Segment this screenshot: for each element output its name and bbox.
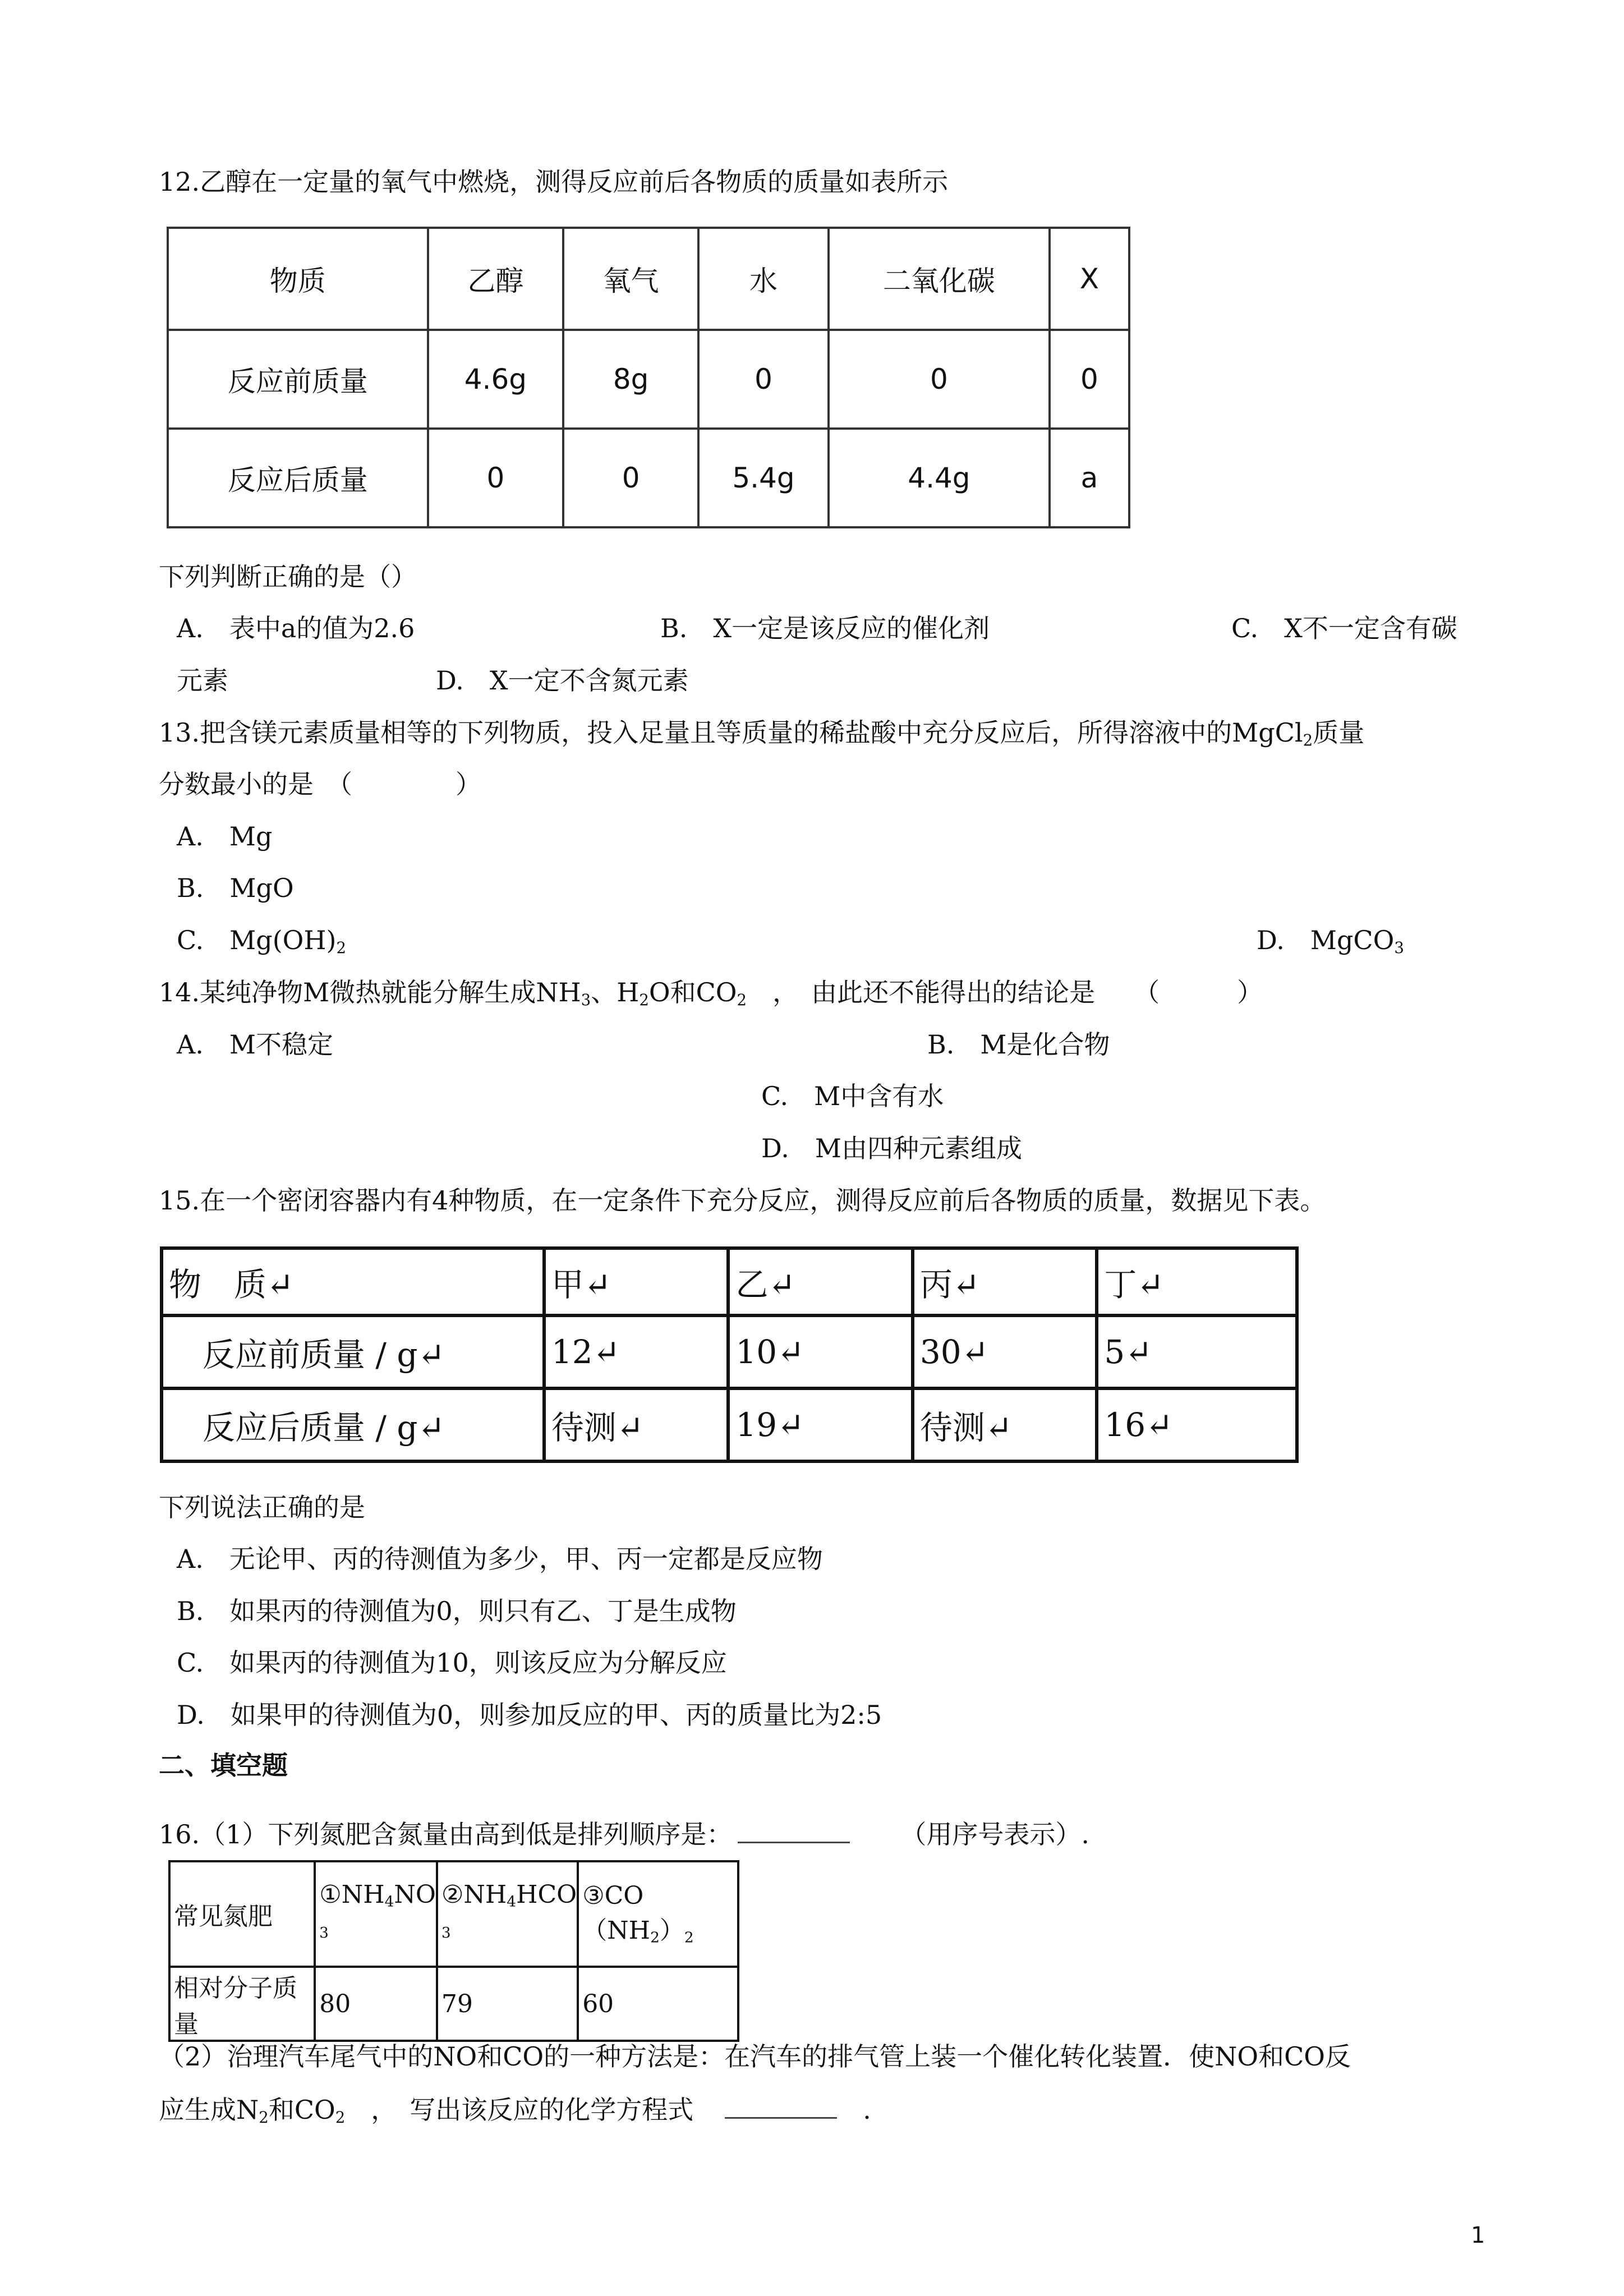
subscript: 2 xyxy=(639,990,649,1009)
q15-table xyxy=(160,1246,1299,1463)
q13-option-d-text: D. MgCO xyxy=(1257,925,1395,955)
q12-stem: 12.乙醇在一定量的氧气中燃烧，测得反应前后各物质的质量如表所示 xyxy=(159,167,949,197)
q16-cell xyxy=(437,1861,578,1967)
q14-option-b: B. M是化合物 xyxy=(927,1029,1110,1060)
q12-cell: 4.4g xyxy=(829,429,1050,527)
subscript: 2 xyxy=(335,2108,346,2127)
q16-text: 和CO xyxy=(268,2095,335,2125)
section-heading: 二、填空题 xyxy=(159,1750,288,1780)
answer-blank[interactable] xyxy=(725,2095,837,2119)
subscript: 2 xyxy=(1303,730,1313,749)
q16-cell-text: ） xyxy=(659,1916,684,1945)
q16-stem-text: （用序号表示）. xyxy=(900,1819,1090,1849)
q15-option-a: A. 无论甲、丙的待测值为多少，甲、丙一定都是反应物 xyxy=(177,1544,823,1574)
q15-cell: 12↵ xyxy=(544,1315,729,1388)
q12-cell: 5.4g xyxy=(698,429,829,527)
q14-stem-text: 、H xyxy=(591,977,640,1007)
subscript: 2 xyxy=(737,990,747,1009)
q14-option-a: A. M不稳定 xyxy=(177,1029,333,1060)
q16-part2-line1: （2）治理汽车尾气中的NO和CO的一种方法是：在汽车的排气管上装一个催化转化装置．使NO和CO反 xyxy=(159,2041,1351,2072)
subscript: 2 xyxy=(259,2108,269,2127)
q12-cell: 反应前质量 xyxy=(168,330,428,429)
q15-cell: 19↵ xyxy=(728,1388,913,1461)
q16-cell: 相对分子质量 xyxy=(169,1967,315,2041)
q13-option-c-text: C. Mg(OH) xyxy=(177,925,337,955)
q12-table xyxy=(167,227,1130,528)
q14-stem-text: ， 由此还不能得出的结论是 （ ） xyxy=(747,977,1263,1007)
q15-stem: 15.在一个密闭容器内有4种物质，在一定条件下充分反应，测得反应前后各物质的质量，数据见下表。 xyxy=(159,1185,1326,1216)
subscript: 2 xyxy=(336,938,347,957)
q16-cell xyxy=(315,1861,437,1967)
q15-option-c: C. 如果丙的待测值为10，则该反应为分解反应 xyxy=(177,1648,727,1678)
q12-cell: 0 xyxy=(1050,330,1129,429)
q16-cell: 79 xyxy=(437,1967,578,2041)
q15-cell: 30↵ xyxy=(913,1315,1097,1388)
q15-header-cell: 乙↵ xyxy=(728,1248,913,1315)
q12-cell: 0 xyxy=(698,330,829,429)
q16-cell-text: NO xyxy=(394,1880,436,1909)
q13-stem-line1 xyxy=(159,716,1364,757)
subscript: 4 xyxy=(507,1893,517,1911)
subscript: 4 xyxy=(384,1893,394,1911)
q16-cell-text: ②NH xyxy=(441,1880,507,1909)
q12-cell: 4.6g xyxy=(428,330,564,429)
q12-header-cell: 物质 xyxy=(168,228,428,330)
q12-option-a: A. 表中a的值为2.6 xyxy=(177,613,415,643)
page-number: 1 xyxy=(1471,2223,1485,2248)
q13-stem-line2: 分数最小的是 （ ） xyxy=(159,769,481,799)
q16-cell-text: ①NH xyxy=(319,1880,385,1909)
q16-table xyxy=(168,1860,739,2042)
q12-cell: 0 xyxy=(829,330,1050,429)
q15-option-d: D. 如果甲的待测值为0，则参加反应的甲、丙的质量比为2:5 xyxy=(177,1700,882,1730)
q12-cell: 0 xyxy=(563,429,698,527)
q15-header-cell: 物 质↵ xyxy=(162,1248,544,1315)
q15-option-b: B. 如果丙的待测值为0，则只有乙、丁是生成物 xyxy=(177,1596,737,1626)
q12-question: 下列判断正确的是（） xyxy=(159,562,417,592)
q14-stem-text: 14.某纯净物M微热就能分解生成NH xyxy=(159,977,581,1007)
subscript: 3 xyxy=(1394,938,1404,957)
subscript: 3 xyxy=(581,990,591,1009)
q15-header-cell: 甲↵ xyxy=(544,1248,729,1315)
q16-stem-text: 16.（1）下列氮肥含氮量由高到低是排列顺序是： xyxy=(159,1819,733,1849)
q13-option-a: A. Mg xyxy=(177,821,273,852)
q15-cell: 反应后质量 / g↵ xyxy=(162,1388,544,1461)
q12-option-d: D. X一定不含氮元素 xyxy=(436,665,689,696)
q16-cell-text: 3 xyxy=(319,1925,329,1942)
q13-stem-text: 质量 xyxy=(1313,717,1365,748)
q13-option-b: B. MgO xyxy=(177,873,294,903)
q16-cell-text: ③CO（NH xyxy=(582,1881,651,1945)
q14-stem-text: O和CO xyxy=(648,977,737,1007)
q12-cell: 反应后质量 xyxy=(168,429,428,527)
q16-cell: 常见氮肥 xyxy=(169,1861,315,1967)
q13-option-c xyxy=(177,923,346,965)
q16-text: . xyxy=(837,2095,871,2125)
answer-blank[interactable] xyxy=(738,1819,850,1843)
q14-option-c: C. M中含有水 xyxy=(761,1081,944,1111)
q15-cell: 5↵ xyxy=(1097,1315,1297,1388)
q12-option-c: C. X不一定含有碳 xyxy=(1231,613,1457,643)
q12-cell: 0 xyxy=(428,429,564,527)
q12-cell: a xyxy=(1050,429,1129,527)
q12-header-cell: 氧气 xyxy=(563,228,698,330)
q13-option-d xyxy=(1257,923,1404,965)
q15-header-cell: 丁↵ xyxy=(1097,1248,1297,1315)
q15-cell: 16↵ xyxy=(1097,1388,1297,1461)
q15-header-cell: 丙↵ xyxy=(913,1248,1097,1315)
q16-text: 应生成N xyxy=(159,2095,259,2125)
q15-cell: 反应前质量 / g↵ xyxy=(162,1315,544,1388)
q12-header-cell: 乙醇 xyxy=(428,228,564,330)
q12-option-b: B. X一定是该反应的催化剂 xyxy=(660,613,990,643)
q16-part2-line2 xyxy=(159,2093,871,2134)
q16-cell: 80 xyxy=(315,1967,437,2041)
q12-header-cell: 二氧化碳 xyxy=(829,228,1050,330)
q15-cell: 10↵ xyxy=(728,1315,913,1388)
q14-option-d: D. M由四种元素组成 xyxy=(761,1133,1022,1163)
q16-stem xyxy=(159,1818,1089,1851)
q12-option-c-cont: 元素 xyxy=(177,665,228,696)
q12-cell: 8g xyxy=(563,330,698,429)
q15-question: 下列说法正确的是 xyxy=(159,1492,365,1522)
q14-stem xyxy=(159,976,1263,1017)
q13-stem-text: 13.把含镁元素质量相等的下列物质，投入足量且等质量的稀盐酸中充分反应后，所得溶液中的MgCl xyxy=(159,717,1303,748)
q16-cell xyxy=(578,1861,738,1967)
q16-cell: 60 xyxy=(578,1967,738,2041)
q16-cell-text: 3 xyxy=(441,1925,451,1942)
subscript: 2 xyxy=(684,1929,694,1947)
q15-cell: 待测↵ xyxy=(544,1388,729,1461)
subscript: 2 xyxy=(650,1929,660,1947)
q16-cell-text: HCO xyxy=(516,1880,577,1909)
q16-text: ， 写出该反应的化学方程式 xyxy=(345,2095,720,2125)
q12-header-cell: X xyxy=(1050,228,1129,330)
q12-header-cell: 水 xyxy=(698,228,829,330)
q15-cell: 待测↵ xyxy=(913,1388,1097,1461)
